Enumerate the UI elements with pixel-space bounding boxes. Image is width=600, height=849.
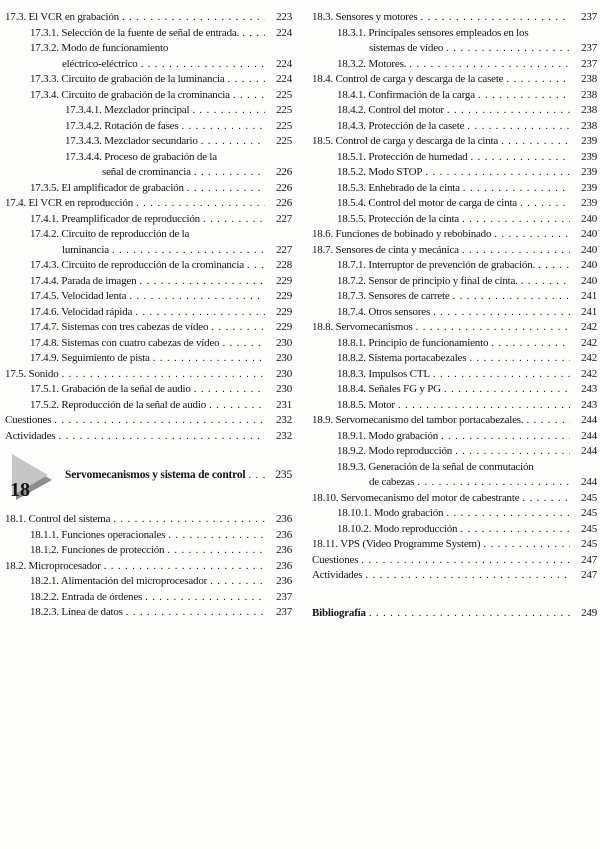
toc-entry	[5, 559, 292, 575]
toc-entry	[312, 367, 597, 383]
toc-entry	[5, 413, 292, 429]
toc-column-right	[312, 10, 597, 621]
chapter-number: 18	[10, 479, 30, 501]
toc-entry-text: 18.5.1. Protección de humedad	[337, 150, 468, 163]
toc-entry-text: 18.2.2. Entrada de órdenes	[30, 590, 143, 603]
dot-leader	[59, 367, 265, 383]
toc-entry	[312, 227, 597, 243]
toc-entry-text: 18.7.1. Interruptor de prevención de grabación.	[337, 259, 535, 271]
toc-entry-page: 227	[276, 243, 292, 256]
toc-entry-text: 18.7. Sensores de cinta y mecánica	[312, 243, 459, 256]
dot-leader	[219, 336, 265, 352]
dot-leader	[395, 398, 570, 414]
toc-entry-page: 236	[276, 528, 292, 541]
toc-entry-text: 18.9.3. Generación de la señal de conmutación	[337, 460, 534, 473]
toc-entry-text: 18.10.1. Modo grabación	[337, 507, 444, 519]
toc-entry	[5, 10, 292, 26]
dot-leader	[142, 590, 265, 606]
dot-leader	[441, 382, 570, 398]
toc-entry-text: 17.4.4. Parada de imagen	[30, 274, 137, 287]
dot-leader	[123, 605, 265, 621]
toc-entry	[312, 196, 597, 212]
toc-entry-text: 18.8. Servomecanismos	[312, 321, 413, 333]
toc-entry	[5, 88, 292, 104]
toc-entry	[312, 606, 597, 622]
toc-entry-text: 18.8.4. Señales FG y PG	[337, 383, 441, 395]
dot-leader	[164, 543, 265, 559]
toc-entry-text: 18.4.1. Confirmación de la carga	[337, 88, 475, 101]
toc-entry-page: 236	[276, 575, 292, 587]
toc-entry-page: 243	[581, 398, 597, 411]
dot-leader	[443, 41, 570, 57]
toc-entry-page: 224	[276, 57, 292, 70]
toc-entry-text: 17.3.4.3. Mezclador secundario	[65, 135, 198, 147]
toc-entry-text: 17.3.4.1. Mezclador principal	[65, 104, 190, 116]
toc-entry	[312, 165, 597, 181]
toc-entry	[312, 382, 597, 398]
toc-entry	[5, 367, 292, 383]
toc-entry	[5, 336, 292, 352]
toc-entry	[312, 289, 597, 305]
toc-entry	[5, 543, 292, 559]
dot-leader	[189, 103, 265, 119]
toc-entry	[312, 119, 597, 135]
toc-entry-text: 18.7.4. Otros sensores	[337, 305, 431, 318]
dot-leader	[460, 181, 570, 197]
toc-entry	[312, 57, 597, 73]
dot-leader	[450, 289, 570, 305]
toc-entry	[312, 72, 597, 88]
toc-entry-text: 17.3.3. Circuito de grabación de la luminancia	[30, 73, 225, 85]
toc-entry-text: 18.3.2. Motores.	[337, 57, 407, 70]
dot-leader	[150, 351, 265, 367]
toc-entry	[312, 398, 597, 414]
toc-entry	[5, 274, 292, 290]
dot-leader	[443, 506, 570, 522]
dot-leader	[422, 165, 570, 181]
toc-entry-page: 242	[581, 321, 597, 333]
toc-entry-text: 17.3.4. Circuito de grabación de la crominancia	[30, 88, 230, 101]
toc-entry-page: 230	[276, 336, 292, 349]
toc-entry	[312, 351, 597, 367]
toc-entry-text: 18.9.1. Modo grabación	[337, 429, 438, 442]
toc-entry-page: 240	[581, 243, 597, 256]
toc-entry-text: 17.4.5. Velocidad lenta	[30, 290, 127, 302]
toc-entry-text: 18.4. Control de carga y descarga de la casete	[312, 73, 504, 85]
dot-leader	[136, 274, 265, 290]
toc-entry-text: 18.2.3. Línea de datos	[30, 606, 123, 618]
toc-entry-page: 237	[276, 606, 292, 618]
toc-entry-text: luminancia	[62, 243, 109, 256]
toc-entry	[5, 165, 292, 181]
dot-leader	[101, 559, 265, 575]
toc-entry	[312, 258, 597, 274]
dot-leader	[109, 243, 265, 259]
toc-entry-page: 242	[581, 352, 597, 364]
toc-entry	[312, 444, 597, 460]
toc-entry-text: 18.3.1. Principales sensores empleados en los	[337, 26, 529, 39]
toc-entry	[5, 382, 292, 398]
dot-leader	[207, 574, 265, 590]
chapter-heading	[5, 452, 292, 500]
toc-entry	[5, 119, 292, 135]
toc-entry-text: 17.4. El VCR en reproducción	[5, 197, 134, 209]
toc-entry-page: 242	[581, 367, 597, 380]
toc-entry	[5, 320, 292, 336]
toc-entry-text: 18.8.5. Motor	[337, 398, 395, 411]
toc-entry-page: 237	[276, 590, 292, 603]
toc-entry	[312, 336, 597, 352]
dot-leader	[466, 351, 570, 367]
toc-entry-page: 239	[581, 166, 597, 178]
toc-entry-text: 18.5. Control de carga y descarga de la cinta	[312, 135, 499, 147]
toc-entry-text: 18.5.2. Modo STOP	[337, 166, 423, 178]
toc-entry	[312, 522, 597, 538]
toc-entry-page: 238	[581, 104, 597, 116]
chapter-title: Servomecanismos y sistema de control	[65, 469, 246, 482]
toc-entry	[5, 351, 292, 367]
toc-entry-text: 18.4.3. Protección de la casete	[337, 119, 465, 132]
toc-entry-text: 18.6. Funciones de bobinado y rebobinado	[312, 228, 492, 240]
chapter-page: 235	[275, 469, 292, 482]
toc-entry	[312, 506, 597, 522]
toc-entry-text: 17.4.6. Velocidad rápida	[30, 305, 133, 318]
dot-leader	[244, 258, 265, 274]
toc-entry-text: de cabezas	[369, 476, 415, 488]
toc-entry-text: 18.3. Sensores y motores	[312, 11, 418, 23]
dot-leader	[200, 212, 265, 228]
toc-entry-page: 229	[276, 274, 292, 287]
spacer	[312, 584, 597, 606]
toc-entry	[312, 460, 597, 476]
dot-leader	[126, 289, 265, 305]
dot-leader	[245, 468, 265, 484]
toc-entry	[312, 274, 597, 290]
dot-leader	[206, 398, 265, 414]
toc-entry	[5, 398, 292, 414]
toc-entry	[312, 553, 597, 569]
toc-entry-text: 18.2. Microprocesador	[5, 559, 101, 572]
toc-entry-page: 245	[581, 491, 597, 504]
toc-entry-text: 17.5.1. Grabación de la señal de audio	[30, 383, 191, 395]
toc-entry-page: 231	[276, 398, 292, 411]
toc-entry-page: 230	[276, 383, 292, 395]
toc-entry-page: 236	[276, 513, 292, 525]
toc-entry-page: 240	[581, 212, 597, 225]
toc-entry-page: 225	[276, 135, 292, 147]
toc-entry-page: 236	[276, 559, 292, 572]
toc-entry-text: 17.3.2. Modo de funcionamiento	[30, 42, 169, 54]
toc-entry	[5, 196, 292, 212]
toc-entry	[312, 103, 597, 119]
dot-leader	[491, 227, 570, 243]
dot-leader	[132, 305, 265, 321]
toc-entry-text: 17.3.4.4. Proceso de grabación de la	[65, 150, 217, 163]
toc-entry-text: 18.1.2. Funciones de protección	[30, 544, 165, 556]
toc-entry-page: 243	[581, 383, 597, 395]
dot-leader	[414, 475, 570, 491]
toc-entry	[312, 212, 597, 228]
toc-entry-page: 229	[276, 305, 292, 318]
dot-leader	[467, 150, 570, 166]
dot-leader	[184, 181, 265, 197]
toc-entry-text: 17.4.7. Sistemas con tres cabezas de vídeo	[30, 321, 209, 333]
toc-entry-text: 17.4.1. Preamplificador de reproducción	[30, 212, 200, 225]
toc-entry-page: 244	[581, 445, 597, 457]
toc-entry	[312, 305, 597, 321]
toc-entry-text: 18.5.3. Enhebrado de la cinta	[337, 181, 460, 194]
dot-leader	[464, 119, 570, 135]
toc-entry-text: 18.10.2. Modo reproducción	[337, 522, 458, 535]
toc-entry-text: Cuestiones	[312, 553, 359, 566]
toc-entry-text: 18.7.2. Sensor de principio y final de cinta.	[337, 274, 518, 287]
toc-entry-page: 240	[581, 228, 597, 240]
dot-leader	[358, 553, 570, 569]
dot-leader	[480, 537, 570, 553]
toc-entry-text: 17.3.5. El amplificador de grabación	[30, 181, 184, 194]
toc-entry	[5, 243, 292, 259]
toc-entry	[5, 305, 292, 321]
dot-leader	[519, 491, 570, 507]
toc-entry	[5, 181, 292, 197]
dot-leader	[452, 444, 570, 460]
toc-entry	[5, 605, 292, 621]
dot-leader	[366, 606, 570, 622]
toc-entry-page: 244	[581, 414, 597, 426]
toc-entry	[312, 475, 597, 491]
toc-entry	[312, 134, 597, 150]
toc-column-left	[5, 10, 292, 621]
dot-leader	[239, 26, 265, 42]
dot-leader	[418, 10, 571, 26]
toc-entry-page: 226	[276, 197, 292, 209]
toc-entry-page: 247	[581, 553, 597, 566]
toc-entry	[5, 150, 292, 166]
dot-leader	[459, 243, 570, 259]
toc-entry-page: 244	[581, 476, 597, 488]
toc-entry-page: 225	[276, 88, 292, 101]
dot-leader	[178, 119, 265, 135]
toc-entry-text: eléctrico-eléctrico	[62, 57, 138, 70]
toc-entry	[312, 26, 597, 42]
toc-entry-text: 18.1. Control del sistema	[5, 513, 111, 525]
toc-entry-page: 232	[276, 414, 292, 426]
toc-entry	[312, 243, 597, 259]
dot-leader	[457, 522, 570, 538]
toc-entry	[5, 134, 292, 150]
toc-entry-text: 17.3.1. Selección de la fuente de señal de entrada.	[30, 26, 240, 39]
toc-entry-page: 227	[276, 212, 292, 225]
toc-entry	[5, 258, 292, 274]
toc-entry-page: 241	[581, 290, 597, 302]
toc-entry-page: 239	[581, 181, 597, 194]
dot-leader	[165, 528, 265, 544]
dot-leader	[406, 57, 570, 73]
toc-entry	[5, 289, 292, 305]
dot-leader	[503, 72, 570, 88]
toc-entry-page: 239	[581, 135, 597, 147]
toc-entry	[312, 491, 597, 507]
toc-entry-text: 18.10. Servomecanismo del motor de cabestrante	[312, 491, 520, 504]
dot-leader	[191, 165, 265, 181]
toc-entry-text: 18.8.1. Principio de funcionamiento	[337, 336, 489, 349]
toc-entry	[312, 10, 597, 26]
dot-leader	[225, 72, 265, 88]
toc-entry-page: 236	[276, 544, 292, 556]
chapter-triangle-icon	[5, 452, 57, 500]
toc-entry-text: Bibliografía	[312, 606, 366, 619]
toc-entry	[312, 537, 597, 553]
toc-entry	[5, 227, 292, 243]
dot-leader	[444, 103, 570, 119]
toc-entry-text: 18.4.2. Control del motor	[337, 104, 444, 116]
dot-leader	[110, 512, 265, 528]
toc-entry-page: 239	[581, 150, 597, 163]
toc-entry-page: 237	[581, 11, 597, 23]
chapter-title-row	[65, 468, 292, 484]
toc-entry-page: 229	[276, 321, 292, 333]
dot-leader	[523, 413, 570, 429]
toc-entry-text: 18.5.5. Protección de la cinta	[337, 212, 459, 225]
toc-entry-text: sistemas de vídeo	[369, 42, 444, 54]
toc-entry-page: 224	[276, 26, 292, 39]
toc-entry-text: 17.4.2. Circuito de reproducción de la	[30, 228, 190, 240]
toc-entry-text: 17.5. Sonido	[5, 367, 59, 380]
toc-entry-text: 18.8.2. Sistema portacabezales	[337, 352, 467, 364]
toc-entry-page: 238	[581, 119, 597, 132]
toc-entry	[312, 320, 597, 336]
toc-entry-page: 240	[581, 259, 597, 271]
toc-entry-page: 240	[581, 274, 597, 287]
toc-entry-text: 18.9. Servomecanismo del tambor portacabezales.	[312, 414, 524, 426]
toc-entry-page: 244	[581, 429, 597, 442]
toc-entry-page: 242	[581, 336, 597, 349]
toc-entry-text: 17.5.2. Reproducción de la señal de audio	[30, 398, 206, 411]
toc-entry-page: 230	[276, 352, 292, 364]
toc-entry	[5, 528, 292, 544]
toc-entry	[312, 88, 597, 104]
dot-leader	[488, 336, 570, 352]
toc-entry-text: 17.4.3. Circuito de reproducción de la crominancia	[30, 259, 244, 271]
dot-leader	[138, 57, 265, 73]
toc-entry-page: 249	[581, 606, 597, 619]
dot-leader	[430, 305, 570, 321]
toc-entry-page: 237	[581, 42, 597, 54]
dot-leader	[430, 367, 570, 383]
toc-entry	[312, 568, 597, 584]
dot-leader	[518, 274, 570, 290]
toc-entry-text: Actividades	[5, 429, 56, 442]
toc-entry-text: 18.5.4. Control del motor de carga de cinta	[337, 197, 517, 209]
dot-leader	[51, 413, 265, 429]
toc-entry-text: 17.3. El VCR en grabación	[5, 11, 119, 23]
toc-entry-page: 245	[581, 522, 597, 535]
toc-entry-page: 226	[276, 166, 292, 178]
toc-entry-page: 225	[276, 119, 292, 132]
toc-entry	[5, 26, 292, 42]
toc-entry-text: 18.8.3. Impulsos CTL	[337, 367, 430, 380]
dot-leader	[475, 88, 570, 104]
toc-entry-text: 18.9.2. Modo reproducción	[337, 445, 453, 457]
dot-leader	[498, 134, 570, 150]
toc-entry	[5, 429, 292, 445]
toc-entry	[5, 72, 292, 88]
toc-entry-text: Cuestiones	[5, 414, 52, 426]
toc-entry	[5, 57, 292, 73]
dot-leader	[191, 382, 265, 398]
toc-entry-page: 232	[276, 429, 292, 442]
dot-leader	[119, 10, 265, 26]
dot-leader	[438, 429, 570, 445]
toc-entry-text: 18.2.1. Alimentación del microprocesador	[30, 575, 208, 587]
toc-entry	[5, 41, 292, 57]
toc-entry-page: 226	[276, 181, 292, 194]
toc-entry	[312, 41, 597, 57]
toc-entry-text: 17.4.8. Sistemas con cuatro cabezas de vídeo	[30, 336, 220, 349]
toc-entry-text: 17.4.9. Seguimiento de pista	[30, 352, 150, 364]
toc-entry-text: Actividades	[312, 569, 363, 581]
toc-entry-text: 17.3.4.2. Rotación de fases	[65, 119, 179, 132]
dot-leader	[459, 212, 570, 228]
toc-entry	[5, 103, 292, 119]
toc-entry-page: 247	[581, 569, 597, 581]
toc-entry	[312, 429, 597, 445]
toc-entry-text: señal de crominancia	[102, 166, 191, 178]
toc-entry	[312, 413, 597, 429]
toc-entry-page: 245	[581, 507, 597, 519]
toc-entry-page: 241	[581, 305, 597, 318]
toc-entry-page: 223	[276, 11, 292, 23]
dot-leader	[198, 134, 265, 150]
toc-entry-page: 225	[276, 104, 292, 116]
toc-entry-page: 245	[581, 538, 597, 550]
dot-leader	[362, 568, 570, 584]
toc-entry-page: 238	[581, 73, 597, 85]
dot-leader	[413, 320, 570, 336]
toc-entry	[5, 212, 292, 228]
toc-entry	[312, 150, 597, 166]
dot-leader	[517, 196, 570, 212]
toc-entry	[5, 590, 292, 606]
toc-entry-page: 228	[276, 259, 292, 271]
toc-entry-page: 238	[581, 88, 597, 101]
toc-entry-text: 18.11. VPS (Video Programme System)	[312, 538, 481, 550]
dot-leader	[230, 88, 265, 104]
toc-entry-page: 237	[581, 57, 597, 70]
toc-entry-text: 18.7.3. Sensores de carrete	[337, 290, 450, 302]
dot-leader	[55, 429, 265, 445]
toc-entry	[5, 574, 292, 590]
toc-entry-page: 229	[276, 290, 292, 302]
toc-entry-page: 239	[581, 197, 597, 209]
dot-leader	[208, 320, 265, 336]
toc-entry-page: 224	[276, 73, 292, 85]
toc-entry-text: 18.1.1. Funciones operacionales	[30, 528, 166, 541]
toc-entry	[312, 181, 597, 197]
toc-entry	[5, 512, 292, 528]
dot-leader	[535, 258, 570, 274]
dot-leader	[133, 196, 265, 212]
toc-entry-page: 230	[276, 367, 292, 380]
